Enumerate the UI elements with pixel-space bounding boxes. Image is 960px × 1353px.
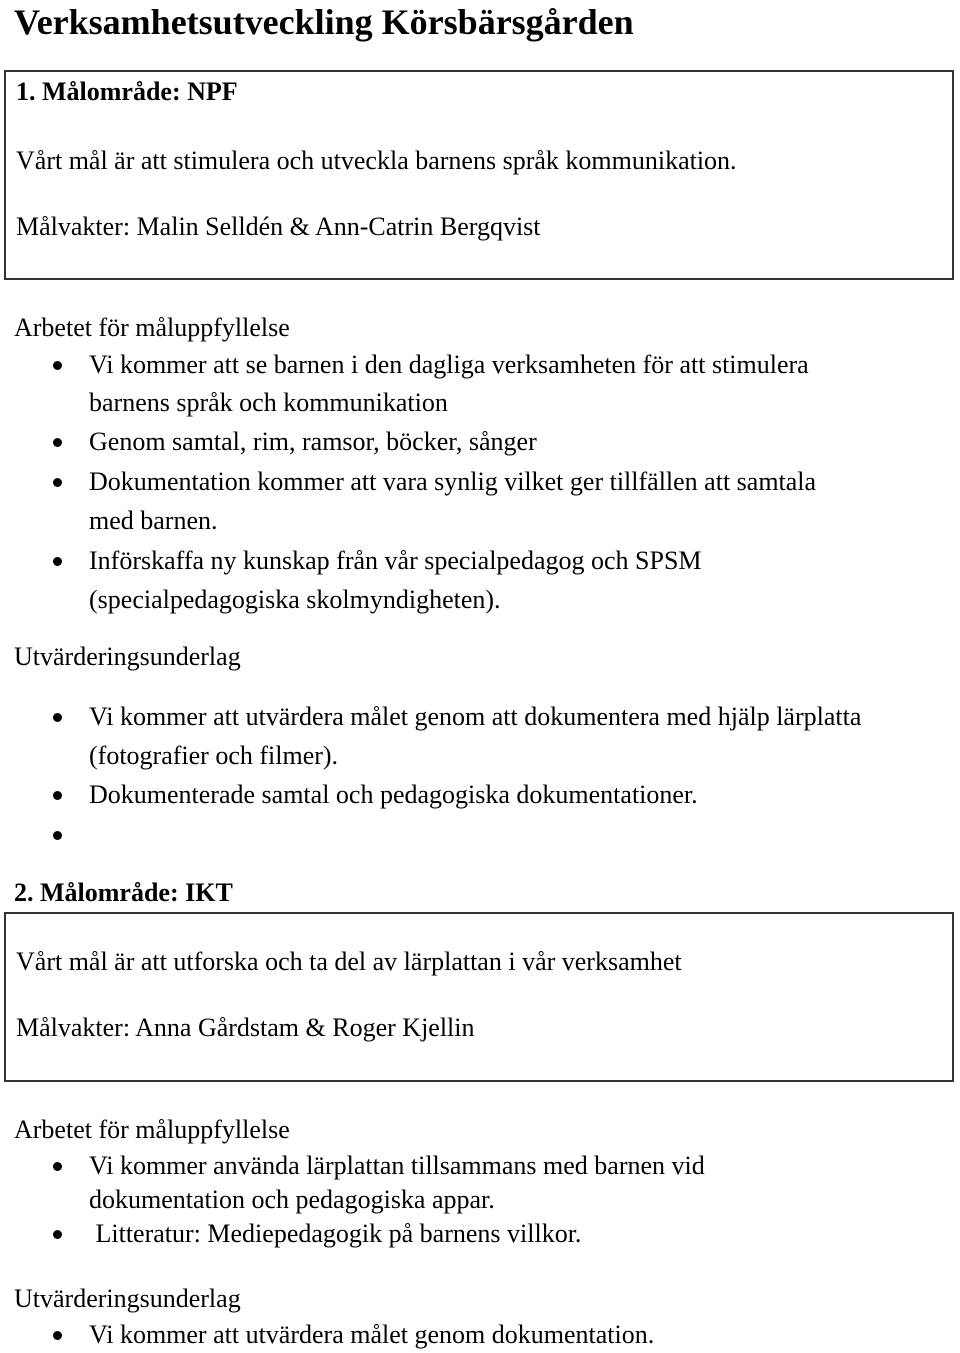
- bullet-icon: [53, 361, 62, 370]
- bullet-icon: [53, 1331, 62, 1340]
- list-item-continuation: med barnen.: [89, 506, 218, 535]
- bullet-icon: [53, 478, 62, 487]
- bullet-icon: [53, 791, 62, 800]
- section1-eval-heading: Utvärderingsunderlag: [14, 642, 241, 671]
- list-item: Vi kommer använda lärplattan tillsammans med barnen vid: [89, 1151, 705, 1180]
- section2-work-heading: Arbetet för måluppfyllelse: [14, 1115, 290, 1144]
- list-item: Dokumenterade samtal och pedagogiska dokumentationer.: [89, 780, 698, 809]
- section1-goal: Vårt mål är att stimulera och utveckla barnens språk kommunikation.: [16, 146, 737, 175]
- section2-eval-heading: Utvärderingsunderlag: [14, 1284, 241, 1313]
- section2-keepers: Målvakter: Anna Gårdstam & Roger Kjellin: [16, 1013, 475, 1042]
- bullet-icon: [53, 438, 62, 447]
- list-item-continuation: (fotografier och filmer).: [89, 741, 339, 770]
- bullet-icon: [53, 557, 62, 566]
- bullet-icon: [53, 1162, 62, 1171]
- list-item: Införskaffa ny kunskap från vår specialpedagog och SPSM: [89, 546, 702, 575]
- section1-work-heading: Arbetet för måluppfyllelse: [14, 313, 290, 342]
- list-item: Vi kommer att utvärdera målet genom att dokumentera med hjälp lärplatta: [89, 702, 862, 731]
- section2-goal: Vårt mål är att utforska och ta del av lärplattan i vår verksamhet: [16, 947, 682, 976]
- list-item-continuation: (specialpedagogiska skolmyndigheten).: [89, 585, 501, 614]
- section2-heading: 2. Målområde: IKT: [14, 878, 233, 907]
- list-item: Genom samtal, rim, ramsor, böcker, sånger: [89, 427, 537, 456]
- list-item: Vi kommer att utvärdera målet genom dokumentation.: [89, 1320, 655, 1349]
- section1-box: [4, 70, 954, 280]
- section1-keepers: Målvakter: Malin Selldén & Ann-Catrin Bergqvist: [16, 212, 541, 241]
- section1-heading: 1. Målområde: NPF: [16, 77, 238, 106]
- list-item: Litteratur: Mediepedagogik på barnens villkor.: [89, 1219, 582, 1248]
- bullet-icon: [53, 713, 62, 722]
- section2-box: [4, 912, 954, 1082]
- page-title: Verksamhetsutveckling Körsbärsgården: [14, 2, 634, 42]
- list-item: Vi kommer att se barnen i den dagliga verksamheten för att stimulera: [89, 350, 809, 379]
- bullet-icon: [53, 831, 62, 840]
- list-item-continuation: dokumentation och pedagogiska appar.: [89, 1185, 495, 1214]
- bullet-icon: [53, 1230, 62, 1239]
- list-item: Dokumentation kommer att vara synlig vilket ger tillfällen att samtala: [89, 467, 817, 496]
- list-item-continuation: barnens språk och kommunikation: [89, 388, 448, 417]
